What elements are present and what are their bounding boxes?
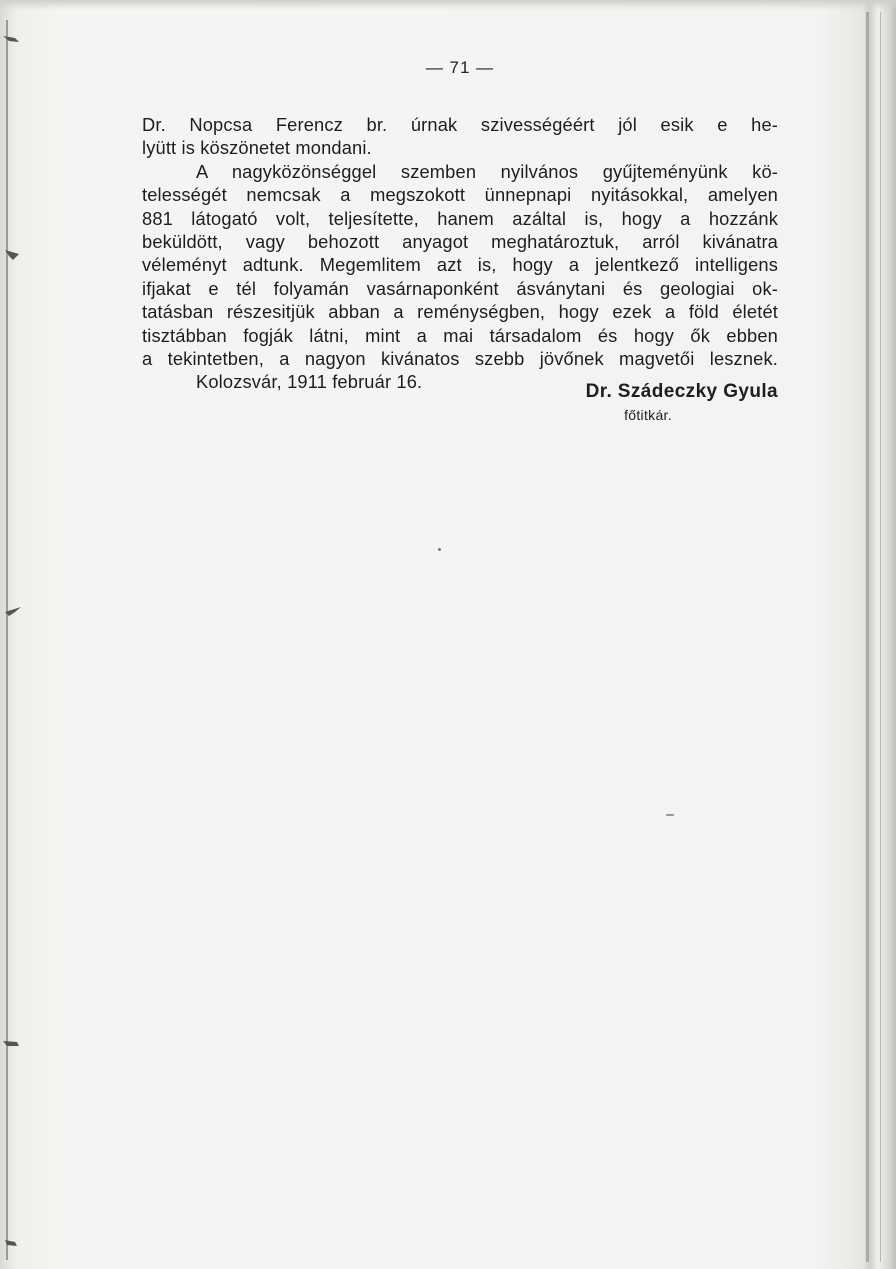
paper-speck	[438, 548, 441, 551]
text-line: a tekintetben, a nagyon kivánatos szebb jövőnek magvetői lesznek.	[142, 348, 778, 370]
binding-staple-mark	[1, 1036, 21, 1050]
text-line: telességét nemcsak a megszokott ünnepnapi nyitásokkal, amelyen	[142, 184, 778, 206]
text-line: véleményt adtunk. Megemlitem azt is, hogy a jelentkező intelligens	[142, 254, 778, 276]
text-line: tatásban részesitjük abban a reménységben, hogy ezek a föld életét	[142, 301, 778, 323]
date-line: Kolozsvár, 1911 február 16.	[196, 371, 423, 393]
binding-staple-mark	[1, 248, 21, 262]
paragraph	[142, 113, 778, 160]
right-page-edge-inner	[880, 12, 881, 1262]
text-line: ifjakat e tél folyamán vasárnaponként ásványtani és geologiai ok-	[142, 277, 778, 299]
text-line: A nagyközönséggel szemben nyilvános gyűjteményünk kö-	[196, 160, 778, 182]
text-line: lyütt is köszönetet mondani.	[142, 137, 372, 159]
binding-staple-mark	[1, 1236, 21, 1250]
signature-title: főtitkár.	[624, 407, 672, 423]
binding-staple-mark	[1, 32, 21, 46]
body-text	[142, 113, 778, 394]
signature-name: Dr. Szádeczky Gyula	[585, 381, 778, 402]
right-page-edge	[866, 12, 869, 1262]
page-number: — 71 —	[425, 58, 495, 77]
text-line: 881 látogató volt, teljesítette, hanem azáltal is, hogy a hozzánk	[142, 207, 778, 229]
left-binding-edge	[6, 20, 8, 1260]
text-line: tisztábban fogják látni, mint a mai társadalom és hogy ők ebben	[142, 324, 778, 346]
paper-speck	[666, 814, 674, 816]
top-shadow	[0, 0, 896, 10]
text-line: Dr. Nopcsa Ferencz br. úrnak szivességéért jól esik e he-	[142, 114, 778, 135]
binding-staple-mark	[1, 604, 21, 618]
paragraph	[142, 160, 778, 371]
text-line: beküldött, vagy behozott anyagot meghatároztuk, arról kivánatra	[142, 231, 778, 253]
